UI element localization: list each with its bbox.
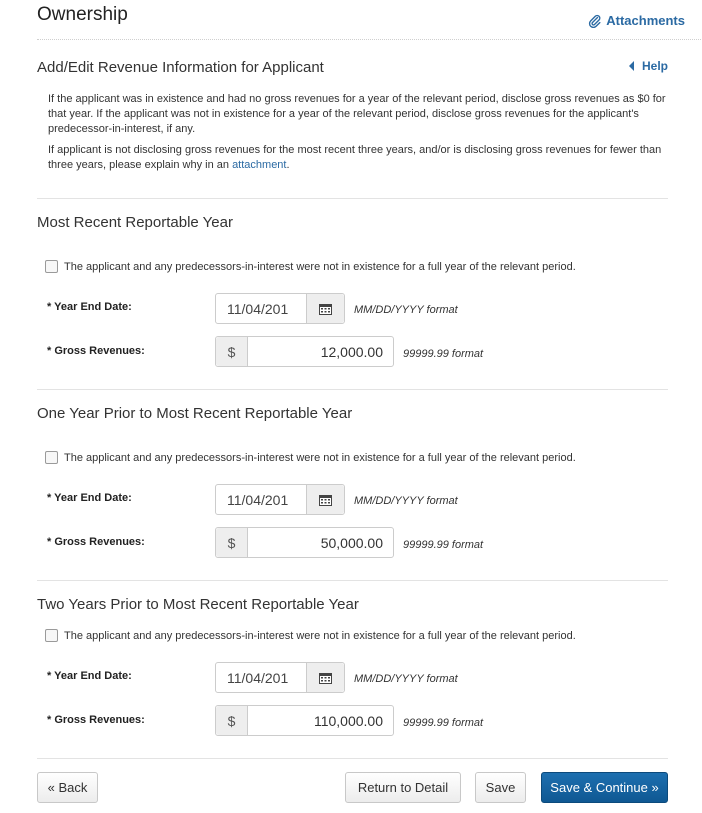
section-divider: [37, 198, 668, 199]
year-end-date-input[interactable]: [216, 294, 306, 323]
caret-left-icon: [629, 61, 634, 71]
gross-revenues-field: [215, 336, 394, 367]
year-end-date-field: [215, 484, 345, 515]
money-format-hint: 99999.99 format: [403, 539, 484, 551]
intro-paragraph-1: If the applicant was in existence and had no gross revenues for a year of the relevant period, disclose gross revenues as $0 for that year. If the applicant was not in existence for a year of the relevant period, disclose gross revenues for the applicant's predecessor-in-interest, if any.: [48, 93, 666, 135]
back-button[interactable]: « Back: [37, 772, 98, 803]
gross-revenues-field: [215, 705, 394, 736]
intro-paragraph-2: [48, 143, 668, 173]
checkbox-label: The applicant and any predecessors-in-interest were not in existence for a full year of the relevant period.: [64, 629, 576, 642]
section-title-most-recent: Most Recent Reportable Year: [37, 214, 233, 231]
checkbox-label: The applicant and any predecessors-in-interest were not in existence for a full year of the relevant period.: [64, 451, 576, 464]
currency-addon: $: [216, 337, 248, 366]
page-title: Ownership: [37, 4, 128, 25]
year-end-date-field: [215, 293, 345, 324]
not-in-existence-checkbox-row[interactable]: [45, 260, 576, 273]
currency-addon: $: [216, 706, 248, 735]
money-format-hint: 99999.99 format: [403, 717, 484, 729]
gross-revenues-label: * Gross Revenues:: [47, 714, 145, 726]
checkbox-label: The applicant and any predecessors-in-interest were not in existence for a full year of the relevant period.: [64, 260, 576, 273]
year-end-date-label: * Year End Date:: [47, 670, 132, 682]
calendar-icon: [319, 672, 332, 684]
return-to-detail-button[interactable]: Return to Detail: [345, 772, 461, 803]
calendar-icon: [319, 494, 332, 506]
gross-revenues-field: [215, 527, 394, 558]
not-in-existence-checkbox-row[interactable]: [45, 451, 576, 464]
section-title-two-years-prior: Two Years Prior to Most Recent Reportable Year: [37, 596, 359, 613]
not-in-existence-checkbox[interactable]: [45, 629, 58, 642]
gross-revenues-label: * Gross Revenues:: [47, 345, 145, 357]
money-format-hint: 99999.99 format: [403, 348, 484, 360]
save-button[interactable]: Save: [475, 772, 526, 803]
intro-p2-suffix: .: [286, 159, 290, 171]
calendar-icon: [319, 303, 332, 315]
help-label: Help: [641, 59, 668, 73]
not-in-existence-checkbox-row[interactable]: [45, 629, 576, 642]
section-title-one-year-prior: One Year Prior to Most Recent Reportable Year: [37, 405, 353, 422]
year-end-date-label: * Year End Date:: [47, 301, 132, 313]
gross-revenues-label: * Gross Revenues:: [47, 536, 145, 548]
help-link[interactable]: [629, 59, 668, 73]
section-divider: [37, 580, 668, 581]
calendar-button[interactable]: [306, 663, 344, 692]
year-end-date-field: [215, 662, 345, 693]
calendar-button[interactable]: [306, 485, 344, 514]
section-divider: [37, 389, 668, 390]
not-in-existence-checkbox[interactable]: [45, 260, 58, 273]
gross-revenues-input[interactable]: [248, 528, 393, 557]
intro-p2-text: If applicant is not disclosing gross revenues for the most recent three years, and/or is disclosing gross revenues for fewer than three years, please explain why in an: [48, 144, 662, 171]
currency-addon: $: [216, 528, 248, 557]
attachments-label: Attachments: [606, 13, 685, 28]
gross-revenues-input[interactable]: [248, 337, 393, 366]
attachments-link[interactable]: [588, 13, 685, 28]
date-format-hint: MM/DD/YYYY format: [354, 304, 458, 316]
date-format-hint: MM/DD/YYYY format: [354, 673, 458, 685]
attachment-link[interactable]: attachment: [232, 159, 287, 171]
form-title: Add/Edit Revenue Information for Applicant: [37, 59, 324, 76]
calendar-button[interactable]: [306, 294, 344, 323]
year-end-date-input[interactable]: [216, 485, 306, 514]
save-and-continue-button[interactable]: Save & Continue »: [541, 772, 668, 803]
year-end-date-label: * Year End Date:: [47, 492, 132, 504]
header-divider: [37, 39, 702, 40]
not-in-existence-checkbox[interactable]: [45, 451, 58, 464]
paperclip-icon: [588, 14, 602, 28]
gross-revenues-input[interactable]: [248, 706, 393, 735]
date-format-hint: MM/DD/YYYY format: [354, 495, 458, 507]
intro-text: [48, 92, 668, 179]
section-divider: [37, 758, 668, 759]
year-end-date-input[interactable]: [216, 663, 306, 692]
